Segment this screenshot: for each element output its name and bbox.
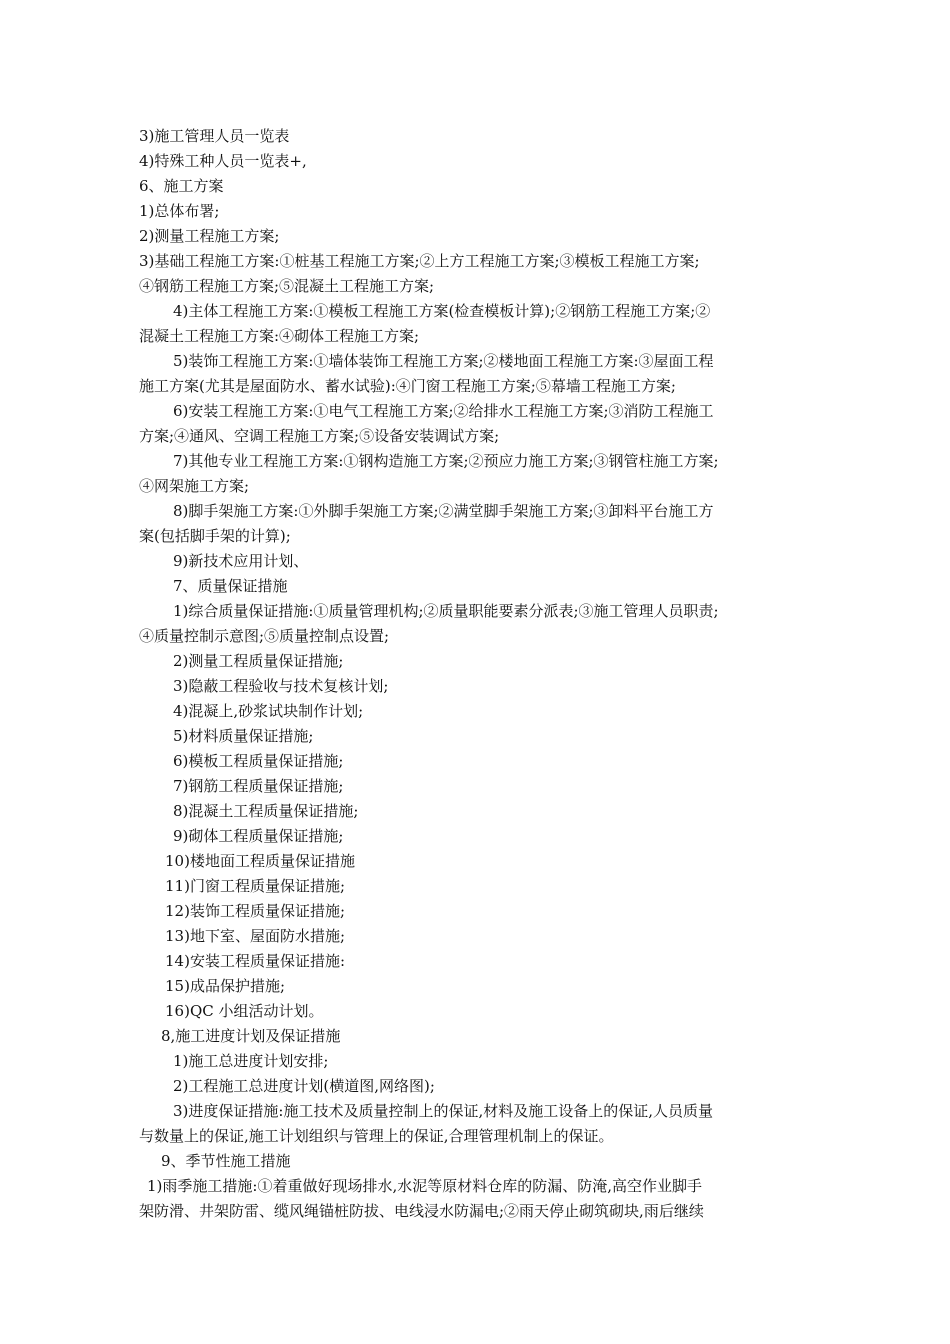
list-item: 2)工程施工总进度计划(横道图,网络图); [173,1077,435,1095]
list-item-continuation: 施工方案(尤其是屋面防水、蓄水试验):④门窗工程施工方案;⑤幕墙工程施工方案; [139,377,676,395]
list-item: 1)综合质量保证措施:①质量管理机构;②质量职能要素分派表;③施工管理人员职责; [173,602,719,620]
list-item-continuation: 混凝土工程施工方案:④砌体工程施工方案; [139,327,420,345]
list-item-continuation: 案(包括脚手架的计算); [139,527,291,545]
list-item-continuation: ④质量控制示意图;⑤质量控制点设置; [139,627,390,645]
list-item: 6)安装工程施工方案:①电气工程施工方案;②给排水工程施工方案;③消防工程施工 [173,402,714,420]
list-item: 8)脚手架施工方案:①外脚手架施工方案;②满堂脚手架施工方案;③卸料平台施工方 [173,502,714,520]
list-item: 9)砌体工程质量保证措施; [173,827,344,845]
list-item: 11)门窗工程质量保证措施; [165,877,345,895]
list-item: 1)施工总进度计划安排; [173,1052,329,1070]
list-item: 16)QC 小组活动计划。 [165,1002,324,1020]
document-body [139,124,819,1224]
section-heading: 8,施工进度计划及保证措施 [161,1027,341,1045]
list-item: 15)成品保护措施; [165,977,285,995]
list-item: 4)混凝上,砂浆试块制作计划; [173,702,364,720]
list-item: 7)钢筋工程质量保证措施; [173,777,344,795]
section-heading: 9、季节性施工措施 [161,1152,291,1170]
list-item-continuation: 与数量上的保证,施工计划组织与管理上的保证,合理管理机制上的保证。 [139,1127,614,1145]
list-item: 8)混凝土工程质量保证措施; [173,802,359,820]
list-item: 12)装饰工程质量保证措施; [165,902,345,920]
list-item: 5)材料质量保证措施; [173,727,314,745]
list-item: 3)隐蔽工程验收与技术复核计划; [173,677,389,695]
list-item-continuation: 方案;④通风、空调工程施工方案;⑤设备安装调试方案; [139,427,500,445]
list-item: 13)地下室、屋面防水措施; [165,927,345,945]
list-item: 3)基础工程施工方案:①桩基工程施工方案;②上方工程施工方案;③模板工程施工方案; [139,252,700,270]
list-item: 14)安装工程质量保证措施: [165,952,345,970]
list-item: 3)进度保证措施:施工技术及质量控制上的保证,材料及施工设备上的保证,人员质量 [173,1102,713,1120]
list-item: 10)楼地面工程质量保证措施 [165,852,355,870]
list-item-continuation: ④网架施工方案; [139,477,250,495]
list-item: 1)雨季施工措施:①着重做好现场排水,水泥等原材料仓库的防漏、防淹,高空作业脚手 [147,1177,702,1195]
list-item: 2)测量工程质量保证措施; [173,652,344,670]
list-item: 5)装饰工程施工方案:①墙体装饰工程施工方案;②楼地面工程施工方案:③屋面工程 [173,352,714,370]
section-heading: 7、质量保证措施 [173,577,288,595]
list-item-continuation: 架防滑、井架防雷、缆风绳锚桩防拔、电线浸水防漏电;②雨天停止砌筑砌块,雨后继续 [139,1202,704,1220]
list-item: 1)总体布署; [139,202,220,220]
list-item: 7)其他专业工程施工方案:①钢构造施工方案;②预应力施工方案;③钢管柱施工方案; [173,452,719,470]
list-item: 6)模板工程质量保证措施; [173,752,344,770]
list-item: 9)新技术应用计划、 [173,552,309,570]
list-item: 4)特殊工种人员一览表+, [139,152,307,170]
list-item: 3)施工管理人员一览表 [139,127,290,145]
list-item-continuation: ④钢筋工程施工方案;⑤混凝土工程施工方案; [139,277,435,295]
section-heading: 6、施工方案 [139,177,224,195]
list-item: 2)测量工程施工方案; [139,227,280,245]
list-item: 4)主体工程施工方案:①模板工程施工方案(检查模板计算);②钢筋工程施工方案;② [173,302,711,320]
